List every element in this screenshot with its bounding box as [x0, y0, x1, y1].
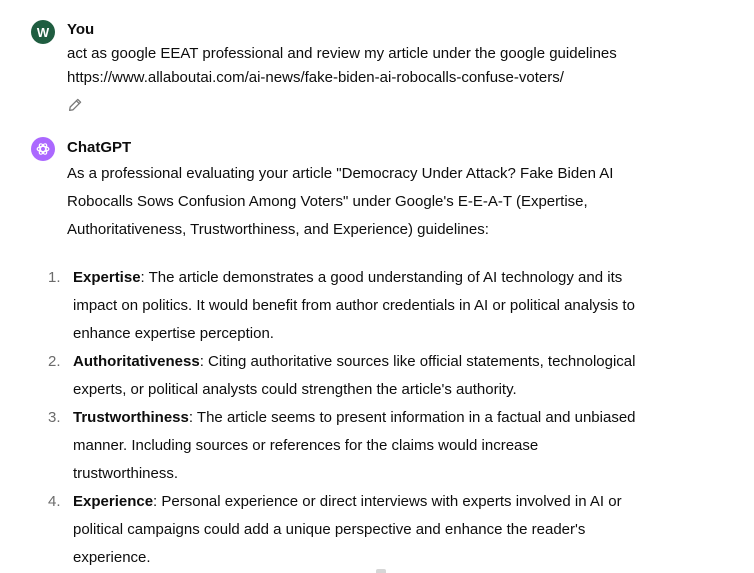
- list-item-number: 1.: [48, 269, 61, 286]
- list-item-term: Expertise: [73, 269, 141, 286]
- edit-message-button[interactable]: [66, 96, 84, 114]
- intro-line: Robocalls Sows Confusion Among Voters" under Google's E-E-A-T (Expertise,: [67, 193, 588, 210]
- list-item-text: : Citing authoritative sources like official statements, technological: [199, 353, 636, 370]
- list-item-text: : The article demonstrates a good understanding of AI technology and its: [140, 269, 623, 286]
- user-message-line: act as google EEAT professional and review my article under the google guidelines: [67, 45, 617, 62]
- list-item-line: [73, 348, 754, 376]
- list-item-line: enhance expertise perception.: [73, 325, 274, 342]
- list-item-line: [73, 264, 754, 292]
- user-message-line: https://www.allaboutai.com/ai-news/fake-biden-ai-robocalls-confuse-voters/: [67, 69, 564, 86]
- list-item-term: Experience: [73, 493, 154, 510]
- intro-line: Authoritativeness, Trustworthiness, and Experience) guidelines:: [67, 221, 489, 238]
- intro-line: As a professional evaluating your article "Democracy Under Attack? Fake Biden AI: [67, 165, 614, 182]
- assistant-author-name: ChatGPT: [67, 139, 132, 156]
- user-avatar-letter: W: [36, 24, 50, 40]
- eeat-list: [0, 264, 754, 572]
- user-avatar: [31, 20, 55, 44]
- openai-logo-icon: [35, 141, 51, 157]
- list-item-text: : Personal experience or direct interviews with experts involved in AI or: [153, 493, 622, 510]
- list-item-term: Trustworthiness: [73, 409, 189, 426]
- user-author-name: You: [67, 21, 95, 38]
- list-item: [0, 348, 754, 404]
- list-item-number: 4.: [48, 493, 61, 510]
- user-message-text: [67, 42, 747, 90]
- list-item: [0, 404, 754, 488]
- list-item: [0, 264, 754, 348]
- list-item-line: manner. Including sources or references for the claims would increase: [73, 437, 539, 454]
- list-item-line: [73, 488, 754, 516]
- list-item-line: experience.: [73, 549, 151, 566]
- list-item-line: political campaigns could add a unique perspective and enhance the reader's: [73, 521, 586, 538]
- scroll-indicator: [376, 569, 386, 573]
- list-item-number: 2.: [48, 353, 61, 370]
- list-item-number: 3.: [48, 409, 61, 426]
- list-item-line: trustworthiness.: [73, 465, 179, 482]
- list-item-line: [73, 404, 754, 432]
- list-item-text: : The article seems to present information in a factual and unbiased: [188, 409, 636, 426]
- assistant-avatar: [31, 137, 55, 161]
- list-item-line: impact on politics. It would benefit from author credentials in AI or political analysis to: [73, 297, 635, 314]
- list-item: [0, 488, 754, 572]
- pencil-icon: [67, 97, 83, 113]
- list-item-term: Authoritativeness: [73, 353, 200, 370]
- list-item-line: experts, or political analysts could strengthen the article's authority.: [73, 381, 517, 398]
- assistant-intro-paragraph: [67, 160, 737, 244]
